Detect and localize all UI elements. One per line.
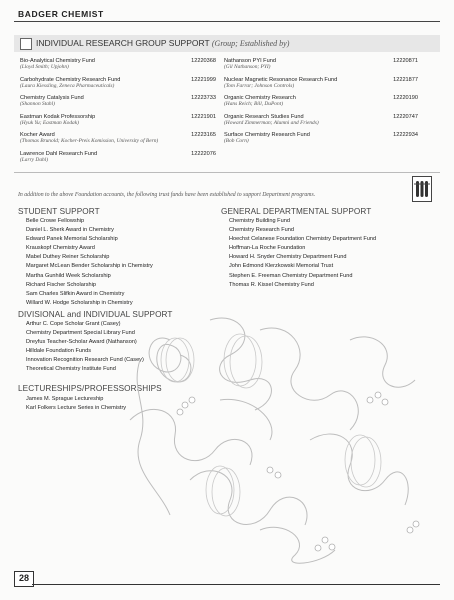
fund-name: Organic Chemistry Research	[224, 95, 296, 101]
list-item: Hoffman-La Roche Foundation	[229, 245, 306, 252]
fund-note: (Hyuk Yu; Eastman Kodak)	[20, 119, 79, 126]
list-item: Hilldale Foundation Funds	[26, 348, 91, 355]
divisional-support-heading: DIVISIONAL and INDIVIDUAL SUPPORT	[18, 310, 173, 319]
fund-note: (Howard Zimmerman; Alumni and Friends)	[224, 119, 319, 126]
fund-entry	[224, 77, 418, 96]
intro-text: In addition to the above Foundation accounts, the following trust funds have been established to support Department programs.	[18, 192, 316, 198]
fund-entry	[20, 95, 216, 114]
fund-entry	[20, 132, 216, 151]
fund-note: (Larry Dahl)	[20, 156, 49, 163]
fund-number: 12220871	[393, 58, 418, 64]
fund-number: 12222076	[191, 150, 216, 157]
fund-number: 12221901	[191, 113, 216, 120]
fund-note: (Lloyd Smith; Upjohn)	[20, 64, 69, 70]
fund-number: 12222934	[393, 132, 418, 138]
fund-entry	[20, 151, 216, 170]
fund-name: Lawrence Dahl Research Fund	[20, 150, 98, 157]
page-number: 28	[18, 573, 29, 583]
fund-note: (Bob Corn)	[224, 138, 249, 144]
list-item: Daniel L. Sherk Award in Chemistry	[26, 227, 114, 234]
list-item: Stephen E. Freeman Chemistry Department Fund	[229, 272, 353, 279]
fund-note: (Hans Reich; Bill, DuPont)	[224, 101, 283, 107]
fund-note: (Shannon Stahl)	[20, 101, 55, 107]
list-item: Karl Folkers Lecture Series in Chemistry	[26, 405, 127, 412]
fund-name: Carbohydrate Chemistry Research Fund	[20, 76, 121, 83]
band-subtitle: (Group; Established by)	[211, 39, 290, 48]
fund-number: 12220368	[191, 58, 216, 64]
fund-number: 12220190	[393, 95, 418, 101]
list-item: Howard H. Snyder Chemistry Department Fund	[229, 254, 347, 261]
list-item: Dreyfus Teacher-Scholar Award (Nathanson)	[26, 339, 137, 346]
lectureships-heading: LECTURESHIPS/PROFESSORSHIPS	[18, 384, 162, 393]
page-number-box	[14, 571, 34, 587]
fund-name: Eastman Kodak Professorship	[20, 113, 96, 120]
fund-entry	[20, 77, 216, 96]
list-item: Margaret McLean Bender Scholarship in Chemistry	[26, 263, 153, 270]
list-item: Chemistry Department Special Library Fund	[26, 330, 135, 337]
fund-note: (Gil Nathanson; PYI)	[224, 64, 271, 70]
fund-name: Bio-Analytical Chemistry Fund	[20, 58, 95, 64]
fund-entry	[224, 58, 418, 77]
fund-name: Surface Chemistry Research Fund	[224, 132, 310, 138]
list-item: Sam Charles Slifkin Award in Chemistry	[26, 290, 125, 297]
fund-entry	[20, 114, 216, 133]
list-item: Hoechst Celanese Foundation Chemistry Department Fund	[229, 236, 377, 243]
fund-number: 12221999	[191, 76, 216, 83]
fund-entry	[224, 114, 418, 133]
list-item: Thomas R. Kissel Chemistry Fund	[229, 281, 314, 288]
publication-title: BADGER CHEMIST	[18, 9, 104, 19]
fund-name: Nuclear Magnetic Resonance Research Fund	[224, 76, 338, 83]
fund-note: (Thomas Brunold; Kocher-Preis Komission, University of Bern)	[20, 138, 159, 144]
band-heading	[36, 38, 289, 48]
fund-name: Chemistry Catalysis Fund	[20, 95, 84, 101]
funds-right-column	[224, 58, 418, 151]
funds-left-column	[20, 58, 216, 169]
list-item: Edward Panek Memorial Scholarship	[26, 236, 118, 243]
fund-entry	[224, 95, 418, 114]
list-item: Chemistry Research Fund	[229, 227, 294, 234]
fund-entry	[224, 132, 418, 151]
list-item: Belle Crowe Fellowship	[26, 218, 85, 224]
section-band	[14, 35, 440, 52]
fund-name: Organic Research Studies Fund	[224, 113, 304, 120]
fund-number: 12223165	[191, 132, 216, 138]
list-item: Willard W. Hodge Scholarship in Chemistry	[26, 299, 133, 306]
student-support-list	[26, 217, 153, 308]
fund-entry	[20, 58, 216, 77]
fund-number: 12223733	[191, 95, 216, 101]
fund-number: 12221877	[393, 76, 418, 83]
list-item: Theoretical Chemistry Institute Fund	[26, 366, 116, 373]
fund-name: Nathanson PYI Fund	[224, 58, 276, 64]
fund-name: Kocher Award	[20, 132, 55, 138]
section-divider	[14, 172, 440, 173]
general-support-heading: GENERAL DEPARTMENTAL SUPPORT	[221, 207, 372, 216]
general-support-list	[229, 217, 376, 290]
list-item: Martha Gunhild Week Scholarship	[26, 272, 111, 279]
list-item: John Edmond Klerzkowski Memorial Trust	[229, 263, 334, 270]
fund-number: 12220747	[393, 113, 418, 120]
list-item: James M. Sprague Lectureship	[26, 396, 104, 402]
student-support-heading: STUDENT SUPPORT	[18, 207, 100, 216]
footer-rule	[32, 584, 440, 585]
list-item: Krauskopf Chemistry Award	[26, 245, 95, 252]
header-rule	[14, 21, 440, 22]
test-tubes-icon	[412, 176, 432, 202]
band-title: INDIVIDUAL RESEARCH GROUP SUPPORT	[36, 38, 210, 48]
list-item: Richard Fischer Scholarship	[26, 281, 96, 288]
list-item: Chemistry Building Fund	[229, 218, 290, 224]
fund-note: (Tom Farrar; Johnson Controls)	[224, 82, 295, 89]
band-square-icon	[20, 38, 32, 50]
protein-ribbon-illustration	[110, 300, 430, 570]
fund-note: (Laura Kiessling, Zeneca Pharmaceuticals)	[20, 82, 115, 89]
list-item: Innovation Recognition Research Fund (Casey)	[26, 357, 144, 364]
list-item: Arthur C. Cope Scholar Grant (Casey)	[26, 321, 121, 327]
list-item: Mabel Duthey Reiner Scholarship	[26, 254, 110, 261]
